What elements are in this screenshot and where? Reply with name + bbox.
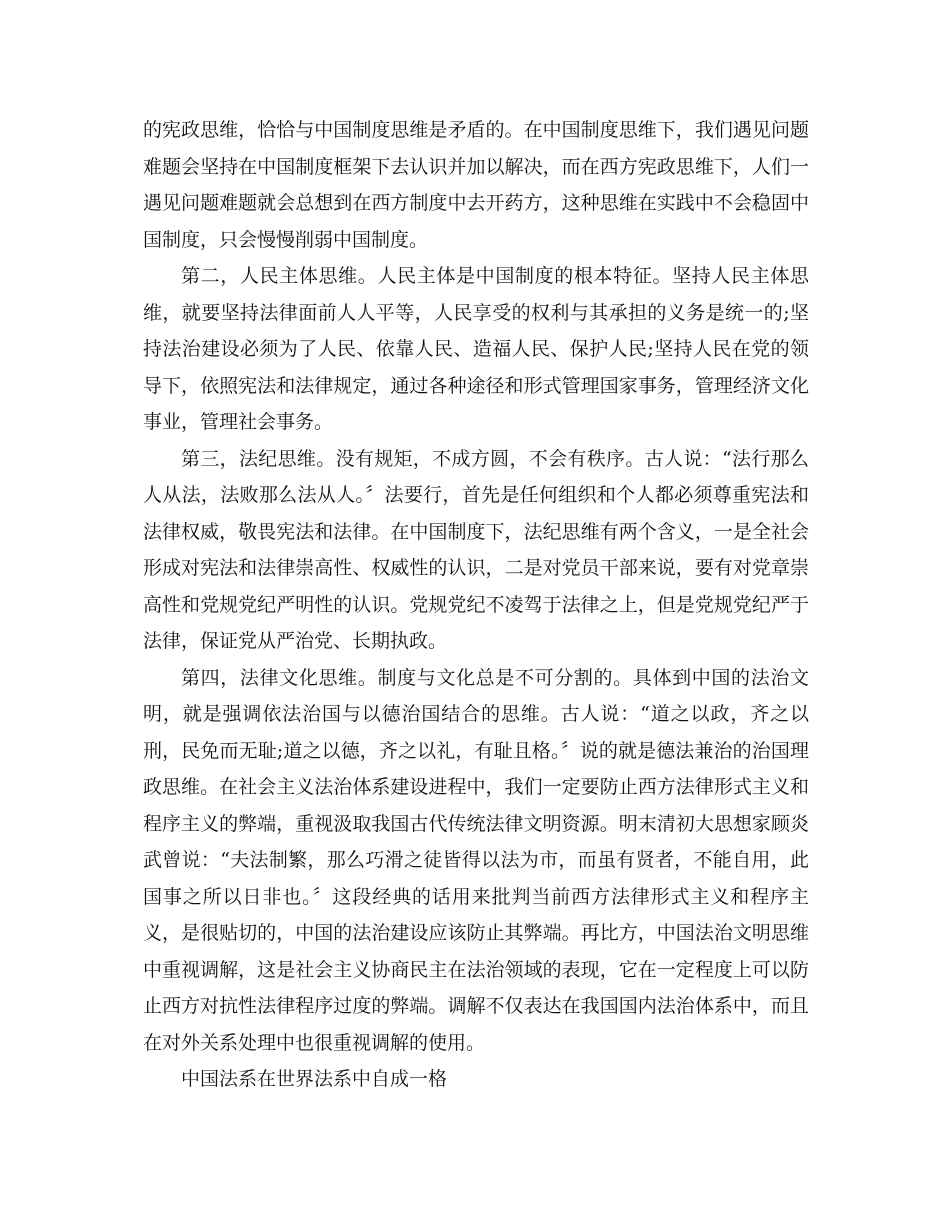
paragraph-continuation: 的宪政思维，恰恰与中国制度思维是矛盾的。在中国制度思维下，我们遇见问题难题会坚持在中国制度框架下去认识并加以解决，而在西方宪政思维下，人们一遇见问题难题就会总想到在西方制度中去开药方，这种思维在实践中不会稳固中国制度，只会慢慢削弱中国制度。 [143,119,809,251]
section-heading: 中国法系在世界法系中自成一格 [181,1068,448,1090]
document-body [143,112,809,1098]
paragraph-people-subject: 第二，人民主体思维。人民主体是中国制度的根本特征。坚持人民主体思维，就要坚持法律面前人人平等，人民享受的权利与其承担的义务是统一的;坚持法治建设必须为了人民、依靠人民、造福人民、保护人民;坚持人民在党的领导下，依照宪法和法律规定，通过各种途径和形式管理国家事务，管理经济文化事业，管理社会事务。 [143,265,809,433]
paragraph-legal-culture: 第四，法律文化思维。制度与文化总是不可分割的。具体到中国的法治文明，就是强调依法治国与以德治国结合的思维。古人说：“道之以政，齐之以刑，民免而无耻;道之以德，齐之以礼，有耻且格。〞说的就是德法兼治的治国理政思维。在社会主义法治体系建设进程中，我们一定要防止西方法律形式主义和程序主义的弊端，重视汲取我国古代传统法律文明资源。明末清初大思想家顾炎武曾说：“夫法制繁，那么巧滑之徒皆得以法为市，而虽有贤者，不能自用，此国事之所以日非也。〞这段经典的话用来批判当前西方法律形式主义和程序主义，是很贴切的，中国的法治建设应该防止其弊端。再比方，中国法治文明思维中重视调解，这是社会主义协商民主在法治领域的表现，它在一定程度上可以防止西方对抗性法律程序过度的弊端。调解不仅表达在我国国内法治体系中，而且在对外关系处理中也很重视调解的使用。 [143,666,809,1054]
paragraph-discipline: 第三，法纪思维。没有规矩，不成方圆，不会有秩序。古人说：“法行那么人从法，法败那么法从人。〞法要行，首先是任何组织和个人都必须尊重宪法和法律权威，敬畏宪法和法律。在中国制度下，法纪思维有两个含义，一是全社会形成对宪法和法律崇高性、权威性的认识，二是对党员干部来说，要有对党章崇高性和党规党纪严明性的认识。党规党纪不凌驾于法律之上，但是党规党纪严于法律，保证党从严治党、长期执政。 [143,447,809,652]
